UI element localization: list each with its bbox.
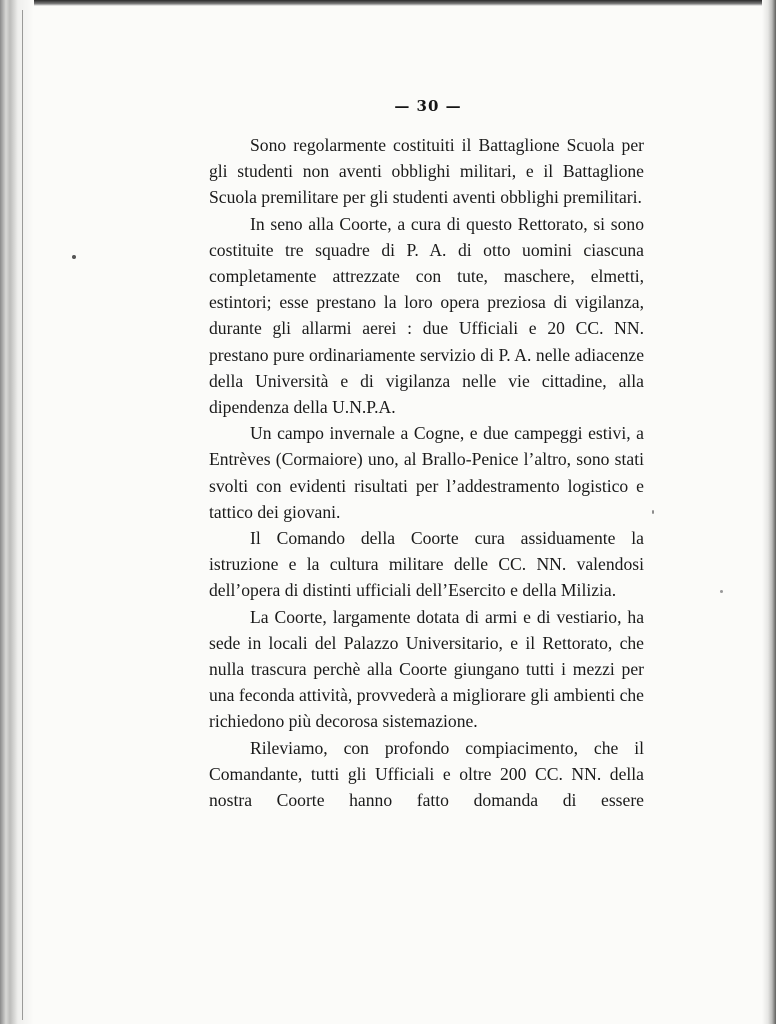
paragraph-4: Il Comando della Coorte cura assiduamente la istruzione e la cultura militare delle CC. NN. valendosi dell’opera di distinti ufficiali dell’Esercito e della Milizia.	[209, 528, 644, 601]
body-text	[209, 132, 644, 813]
scan-top-edge	[0, 0, 776, 6]
paragraph-6: Rileviamo, con profondo compiacimento, che il Comandante, tutti gli Ufficiali e oltre 200 CC. NN. della nostra Coorte hanno fatto domanda di essere	[209, 737, 644, 811]
scan-speck	[652, 510, 654, 514]
paragraph-5: La Coorte, largamente dotata di armi e di vestiario, ha sede in locali del Palazzo Universitario, e il Rettorato, che nulla trascura perchè alla Coorte giungano tutti i mezzi per una feconda attività, provvederà a migliorare gli ambienti che richiedono più decorosa sistemazione.	[209, 606, 644, 732]
page-number: — 30 —	[394, 97, 462, 115]
scan-right-edge	[762, 0, 776, 1024]
paragraph-2: In seno alla Coorte, a cura di questo Rettorato, si sono costituite tre squadre di P. A. di otto uomini ciascuna completamente attrezzate con tute, maschere, elmetti, estintori; esse prestano la loro opera preziosa di vigilanza, durante gli allarmi aerei : due Ufficiali e 20 CC. NN. prestano pure ordinariamente servizio di P. A. nelle adiacenze della Università e di vigilanza nelle vie cittadine, alla dipendenza della U.N.P.A.	[209, 213, 644, 418]
scan-speck	[72, 255, 76, 259]
binding-line	[22, 10, 23, 1020]
scan-speck	[720, 590, 723, 593]
paragraph-3: Un campo invernale a Cogne, e due campeggi estivi, a Entrèves (Cormaiore) uno, al Brallo-Penice l’altro, sono stati svolti con evidenti risultati per l’addestramento logistico e tattico dei giovani.	[209, 423, 644, 522]
paragraph-1: Sono regolarmente costituiti il Battaglione Scuola per gli studenti non aventi obblighi militari, e il Battaglione Scuola premilitare per gli studenti aventi obblighi premilitari.	[209, 135, 644, 208]
scan-left-edge	[0, 0, 34, 1024]
